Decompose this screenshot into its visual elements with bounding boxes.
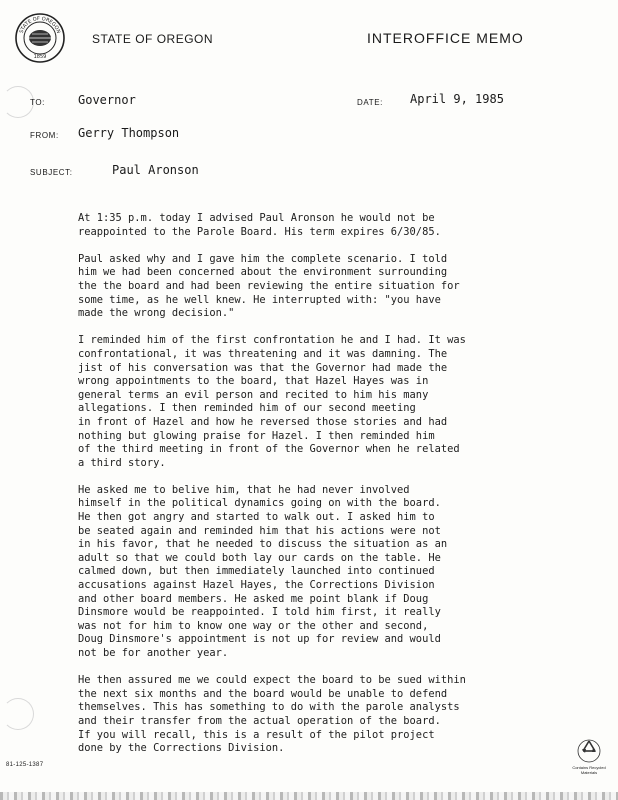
body-paragraph: He asked me to belive him, that he had never involved himself in the political dynamics going on with the board. He then got angry and started to walk out. I asked him to be seated again and reminded him that his actions were not in his favor, that he needed to discuss the situation as an adult so that we could both lay our cards on the table. He calmed down, but then immediately launched into continued accusations against Hazel Hayes, the Corrections Division and other board members. He asked me point blank if Doug Dinsmore would be reappointed. I told him first, it really was not for him to know one way or the other and second, Doug Dinsmore's appointment is not up for review and would not be for another year. xyxy=(78,483,448,659)
body-paragraph: I reminded him of the first confrontation he and I had. It was confrontational, it was threatening and it was damning. The jist of his conversation was that the Governor had made the wrong appointments to the board, that Hazel Hayes was in general terms an evil person and recited to him his many allegations. I then reminded him of our second meeting in front of Hazel and how he reversed those stories and had nothing but glowing praise for Hazel. I then reminded him of the third meeting in front of the Governor when he related a third story. xyxy=(78,334,466,469)
from-label: FROM: xyxy=(30,131,59,140)
svg-text:1859: 1859 xyxy=(33,54,47,60)
body-paragraph: Paul asked why and I gave him the complete scenario. I told him we had been concerned about the environment surrounding the the board and had been reviewing the entire situation for some time, as he well knew. He interrupted with: "you have made the wrong decision." xyxy=(78,252,460,320)
recycle-notice: Contains Recycled Materials xyxy=(572,765,606,775)
memo-title: INTEROFFICE MEMO xyxy=(367,30,524,46)
scan-edge-noise xyxy=(0,792,618,800)
recycle-icon xyxy=(576,738,602,764)
memo-body xyxy=(78,212,603,769)
from-value: Gerry Thompson xyxy=(78,126,180,140)
punch-hole-mark xyxy=(2,698,34,730)
subject-label: SUBJECT: xyxy=(30,168,73,177)
date-label: DATE: xyxy=(357,98,383,107)
subject-value: Paul Aronson xyxy=(112,163,199,177)
date-value: April 9, 1985 xyxy=(410,92,504,106)
state-seal-icon xyxy=(14,12,66,64)
body-paragraph: He then assured me we could expect the board to be sued within the next six months and the board would be unable to defend themselves. This has something to do with the parole analysts and their transfer from the actual operation of the board. If you will recall, this is a result of the pilot project done by the Corrections Division. xyxy=(78,674,466,755)
to-value: Governor xyxy=(78,93,136,107)
body-paragraph: At 1:35 p.m. today I advised Paul Aronson he would not be reappointed to the Parole Board. His term expires 6/30/85. xyxy=(78,212,441,238)
agency-name: STATE OF OREGON xyxy=(92,32,214,46)
to-label: TO: xyxy=(30,98,45,107)
svg-text:STATE OF OREGON: STATE OF OREGON xyxy=(18,15,62,35)
form-number: 81-125-1387 xyxy=(6,762,44,768)
